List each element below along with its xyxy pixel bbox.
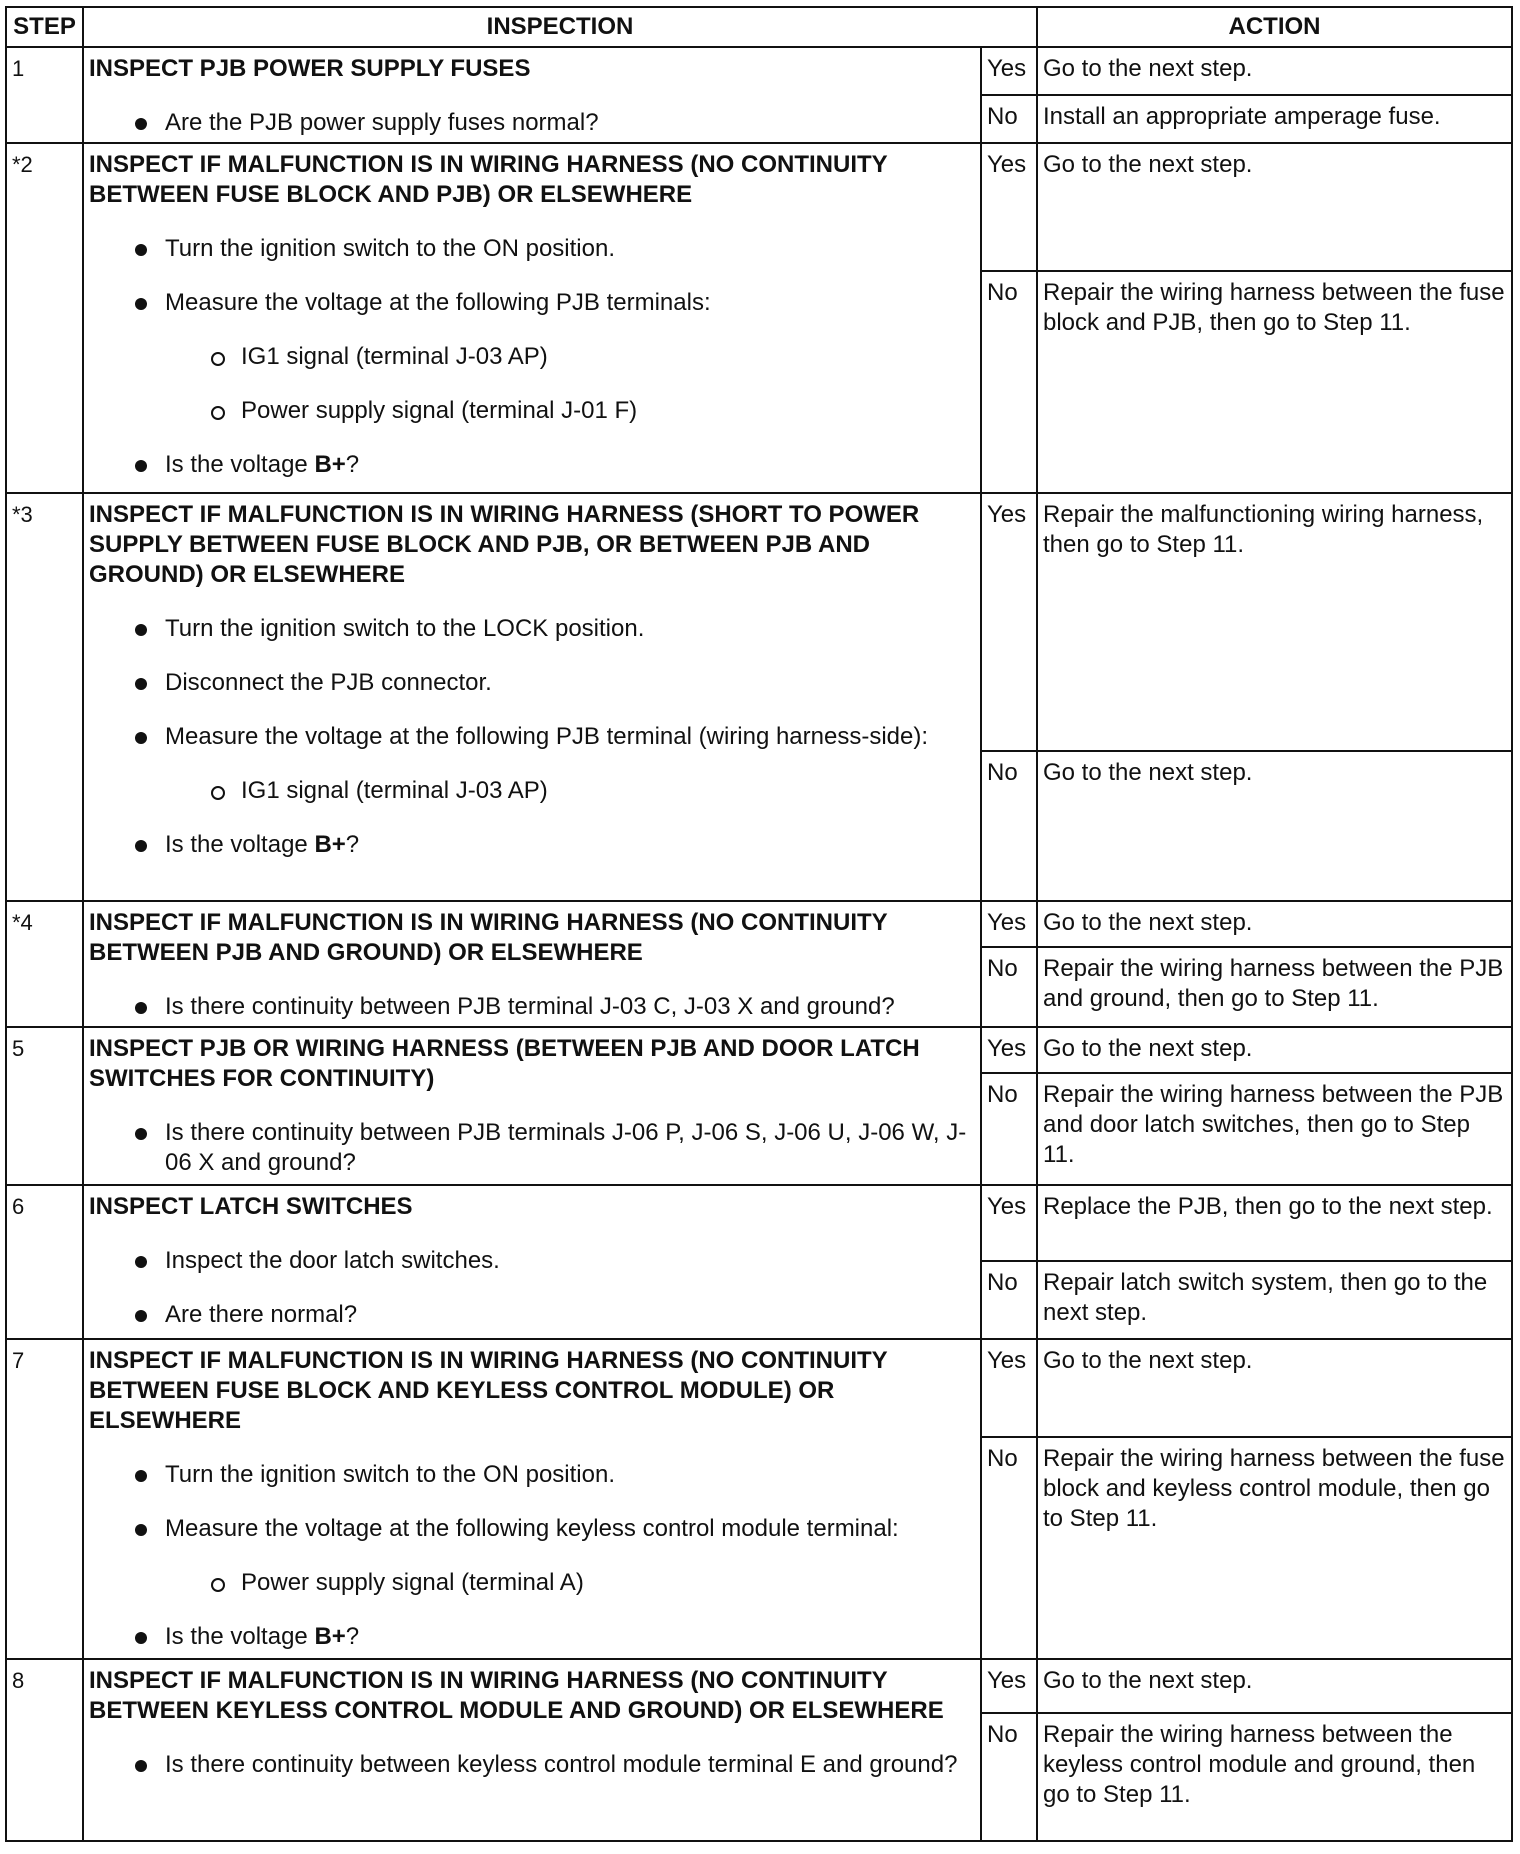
inspection-table (5, 6, 1513, 1842)
inspection-cell (83, 1027, 981, 1185)
bullet-item (89, 1622, 975, 1652)
step-number: 1 (6, 47, 83, 143)
yes-label: Yes (981, 1185, 1037, 1261)
bullet-item (89, 668, 975, 698)
yes-label: Yes (981, 901, 1037, 947)
step-number: *2 (6, 143, 83, 493)
bullet-item (89, 1118, 975, 1178)
bullet-text-suffix: ? (345, 831, 360, 858)
sub-bullet-item (89, 1568, 975, 1598)
bullet-bold-value: B+ (314, 831, 346, 858)
bullet-text: Power supply signal (terminal J-01 F) (241, 397, 638, 424)
no-action: Repair latch switch system, then go to the next step. (1037, 1261, 1512, 1339)
inspection-title: INSPECT PJB OR WIRING HARNESS (BETWEEN PJB AND DOOR LATCH SWITCHES FOR CONTINUITY) (89, 1035, 920, 1092)
bullet-text: Inspect the door latch switches. (165, 1247, 500, 1274)
inspection-title: INSPECT IF MALFUNCTION IS IN WIRING HARNESS (SHORT TO POWER SUPPLY BETWEEN FUSE BLOCK AND PJB, OR BETWEEN PJB AND GROUND) OR ELSEWHERE (89, 501, 920, 588)
yes-label: Yes (981, 1659, 1037, 1713)
yes-label: Yes (981, 1339, 1037, 1437)
yes-action: Go to the next step. (1037, 1339, 1512, 1437)
yes-action: Go to the next step. (1037, 1659, 1512, 1713)
no-action: Repair the wiring harness between the PJB and door latch switches, then go to Step 11. (1037, 1073, 1512, 1185)
step-row (6, 1185, 1512, 1261)
inspection-title: INSPECT IF MALFUNCTION IS IN WIRING HARNESS (NO CONTINUITY BETWEEN KEYLESS CONTROL MODULE AND GROUND) OR ELSEWHERE (89, 1667, 944, 1724)
step-number: *4 (6, 901, 83, 1027)
no-action: Repair the wiring harness between the PJB and ground, then go to Step 11. (1037, 947, 1512, 1027)
bullet-text: Disconnect the PJB connector. (165, 669, 492, 696)
sub-bullet-item (89, 342, 975, 372)
bullet-item (89, 1750, 975, 1780)
no-label: No (981, 1437, 1037, 1659)
no-label: No (981, 1713, 1037, 1841)
inspection-title: INSPECT LATCH SWITCHES (89, 1193, 413, 1220)
yes-label: Yes (981, 47, 1037, 95)
bullet-text: IG1 signal (terminal J-03 AP) (241, 777, 548, 804)
step-number: 6 (6, 1185, 83, 1339)
bullet-text: Turn the ignition switch to the ON position. (165, 1461, 615, 1488)
inspection-cell (83, 143, 981, 493)
no-label: No (981, 271, 1037, 493)
no-label: No (981, 1261, 1037, 1339)
bullet-text: Is the voltage (165, 451, 315, 478)
inspection-cell (83, 47, 981, 143)
sub-bullet-item (89, 396, 975, 426)
yes-action: Replace the PJB, then go to the next step. (1037, 1185, 1512, 1261)
bullet-text: Is there continuity between PJB terminals J-06 P, J-06 S, J-06 U, J-06 W, J-06 X and ground? (165, 1119, 967, 1176)
yes-label: Yes (981, 143, 1037, 271)
inspection-cell (83, 1339, 981, 1659)
bullet-bold-value: B+ (314, 451, 346, 478)
sub-bullet-item (89, 776, 975, 806)
bullet-text: Is there continuity between keyless control module terminal E and ground? (165, 1751, 958, 1778)
yes-action: Go to the next step. (1037, 47, 1512, 95)
bullet-text: Is the voltage (165, 1623, 315, 1650)
bullet-text: Measure the voltage at the following keyless control module terminal: (165, 1515, 899, 1542)
no-label: No (981, 947, 1037, 1027)
bullet-item (89, 1300, 975, 1330)
yes-action: Go to the next step. (1037, 901, 1512, 947)
step-row (6, 901, 1512, 947)
bullet-item (89, 1246, 975, 1276)
no-action: Repair the wiring harness between the fuse block and keyless control module, then go to Step 11. (1037, 1437, 1512, 1659)
step-row (6, 1027, 1512, 1073)
step-number: 8 (6, 1659, 83, 1841)
inspection-title: INSPECT IF MALFUNCTION IS IN WIRING HARNESS (NO CONTINUITY BETWEEN FUSE BLOCK AND PJB) OR ELSEWHERE (89, 151, 888, 208)
no-action: Repair the wiring harness between the fuse block and PJB, then go to Step 11. (1037, 271, 1512, 493)
bullet-item (89, 830, 975, 860)
no-label: No (981, 95, 1037, 143)
step-row (6, 1659, 1512, 1713)
no-action: Install an appropriate amperage fuse. (1037, 95, 1512, 143)
bullet-text: Is there continuity between PJB terminal J-03 C, J-03 X and ground? (165, 993, 895, 1020)
bullet-text: Is the voltage (165, 831, 315, 858)
no-action: Repair the wiring harness between the keyless control module and ground, then go to Step 11. (1037, 1713, 1512, 1841)
bullet-text: Are there normal? (165, 1301, 358, 1328)
bullet-item (89, 614, 975, 644)
yes-label: Yes (981, 493, 1037, 751)
no-label: No (981, 751, 1037, 901)
bullet-item (89, 450, 975, 480)
bullet-text: Power supply signal (terminal A) (241, 1569, 584, 1596)
bullet-item (89, 288, 975, 318)
no-label: No (981, 1073, 1037, 1185)
bullet-item (89, 992, 975, 1022)
step-row (6, 1339, 1512, 1437)
header-step: STEP (6, 7, 83, 47)
yes-action: Go to the next step. (1037, 1027, 1512, 1073)
yes-action: Go to the next step. (1037, 143, 1512, 271)
bullet-item (89, 108, 975, 138)
yes-action: Repair the malfunctioning wiring harness, then go to Step 11. (1037, 493, 1512, 751)
step-number: 5 (6, 1027, 83, 1185)
header-action: ACTION (1037, 7, 1512, 47)
no-action: Go to the next step. (1037, 751, 1512, 901)
bullet-item (89, 1514, 975, 1544)
inspection-cell (83, 1659, 981, 1841)
inspection-cell (83, 493, 981, 901)
step-number: 7 (6, 1339, 83, 1659)
bullet-text-suffix: ? (345, 451, 360, 478)
step-row (6, 47, 1512, 95)
bullet-text: Turn the ignition switch to the ON position. (165, 235, 615, 262)
bullet-text: Are the PJB power supply fuses normal? (165, 109, 599, 136)
bullet-text: IG1 signal (terminal J-03 AP) (241, 343, 548, 370)
bullet-text: Measure the voltage at the following PJB terminals: (165, 289, 711, 316)
inspection-cell (83, 901, 981, 1027)
bullet-item (89, 722, 975, 752)
bullet-bold-value: B+ (314, 1623, 346, 1650)
inspection-title: INSPECT IF MALFUNCTION IS IN WIRING HARNESS (NO CONTINUITY BETWEEN PJB AND GROUND) OR ELSEWHERE (89, 909, 888, 966)
inspection-cell (83, 1185, 981, 1339)
bullet-text-suffix: ? (345, 1623, 360, 1650)
bullet-item (89, 1460, 975, 1490)
inspection-title: INSPECT PJB POWER SUPPLY FUSES (89, 55, 531, 82)
table-header-row (6, 7, 1512, 47)
step-row (6, 493, 1512, 751)
table-body (6, 47, 1512, 1841)
header-inspection: INSPECTION (83, 7, 1037, 47)
step-number: *3 (6, 493, 83, 901)
bullet-text: Turn the ignition switch to the LOCK position. (165, 615, 645, 642)
inspection-title: INSPECT IF MALFUNCTION IS IN WIRING HARNESS (NO CONTINUITY BETWEEN FUSE BLOCK AND KEYLESS CONTROL MODULE) OR ELSEWHERE (89, 1347, 888, 1434)
step-row (6, 143, 1512, 271)
bullet-item (89, 234, 975, 264)
bullet-text: Measure the voltage at the following PJB terminal (wiring harness-side): (165, 723, 929, 750)
yes-label: Yes (981, 1027, 1037, 1073)
